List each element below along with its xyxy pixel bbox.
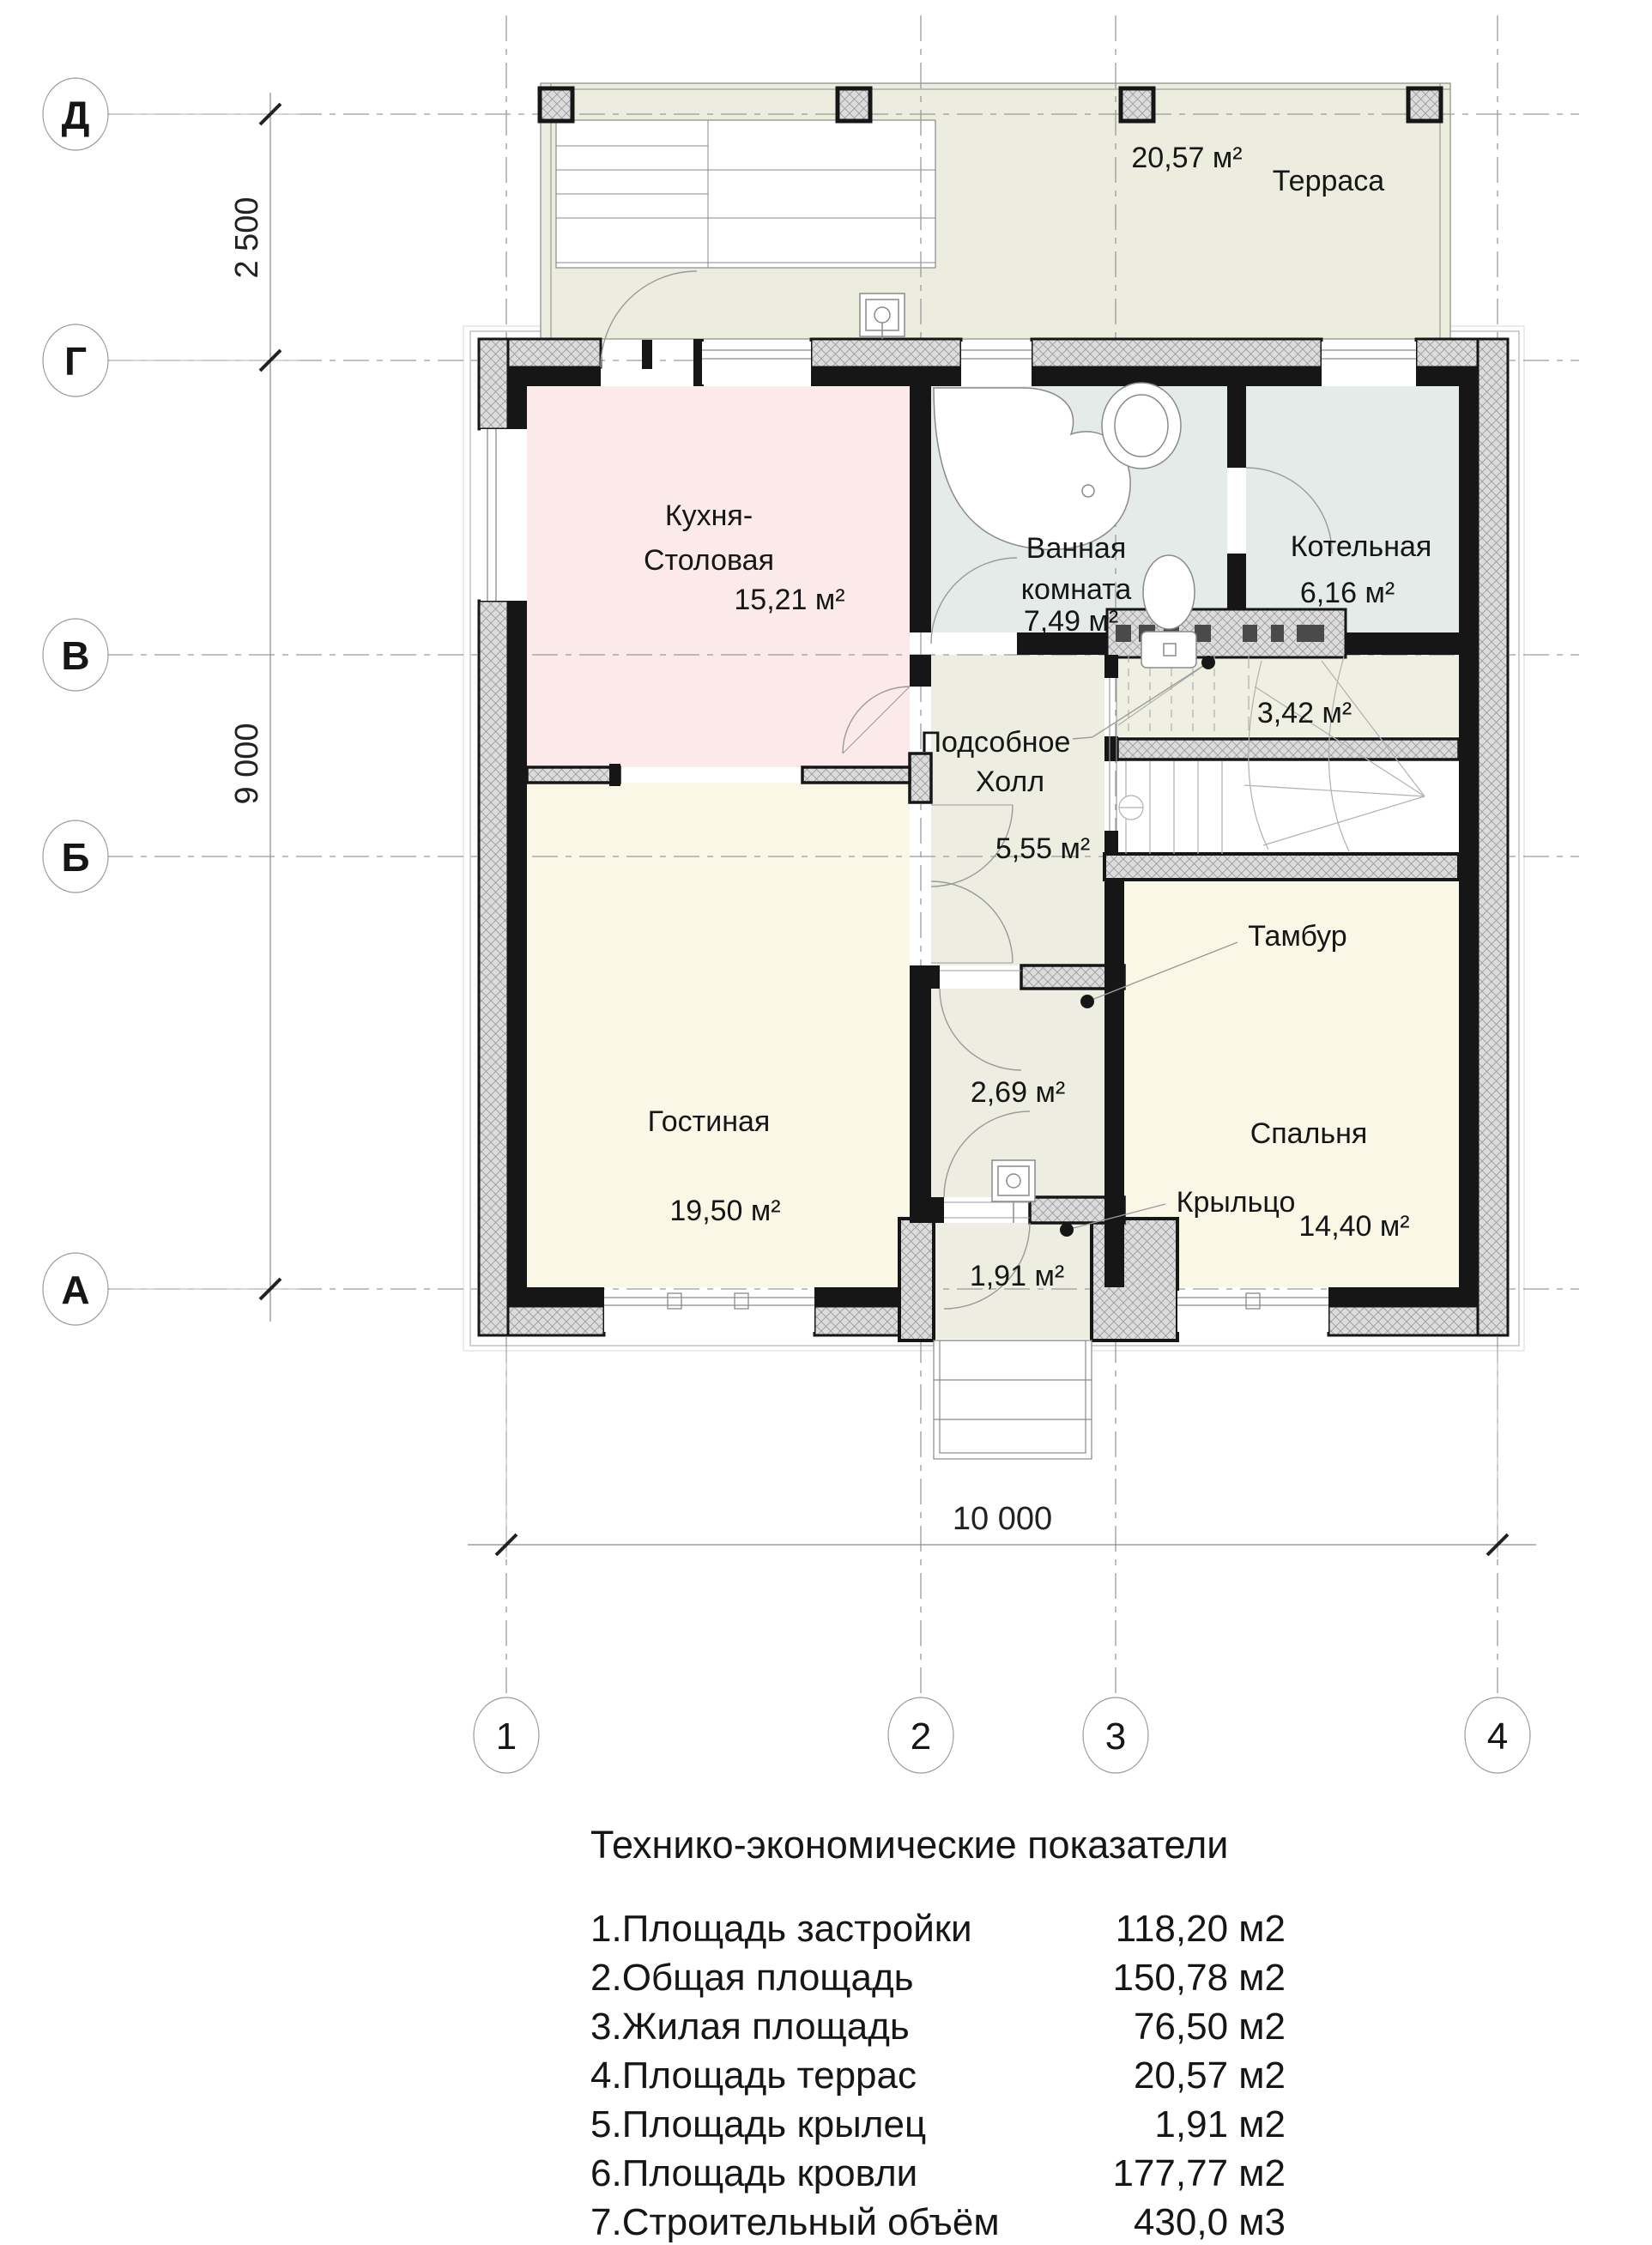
- column: [540, 88, 572, 121]
- table-row-value: 430,0 м3: [1133, 2201, 1286, 2243]
- axis-row-b: Б: [61, 835, 90, 880]
- column: [1121, 88, 1153, 121]
- label-kitchen-area: 15,21 м²: [734, 584, 845, 616]
- axis-col-4: 4: [1486, 1716, 1509, 1758]
- axis-row-a: А: [61, 1268, 90, 1312]
- porch-pier-left: [899, 1219, 934, 1340]
- label-porch-name: Крыльцо: [1176, 1186, 1296, 1219]
- label-living-area: 19,50 м²: [669, 1195, 781, 1227]
- table-row-label: 6.Площадь кровли: [590, 2152, 918, 2194]
- table-row-value: 76,50 м2: [1133, 2006, 1286, 2048]
- table-row-value: 20,57 м2: [1133, 2054, 1286, 2097]
- dim-10000: 10 000: [952, 1501, 1053, 1537]
- axis-row-d: Д: [61, 93, 90, 137]
- table-row-label: 5.Площадь крылец: [590, 2103, 927, 2145]
- dim-9000: 9 000: [229, 723, 265, 805]
- table-row-value: 118,20 м2: [1115, 1908, 1286, 1950]
- axis-row-g: Г: [64, 339, 88, 384]
- door-leaf-terrace: [642, 340, 652, 369]
- leader-dot-porch: [1060, 1223, 1074, 1237]
- table-row-value: 150,78 м2: [1112, 1957, 1286, 1999]
- label-stairs-area: 3,42 м²: [1256, 697, 1352, 729]
- label-hall-name: Холл: [975, 765, 1045, 798]
- table-title: Технико-экономические показатели: [590, 1823, 1229, 1867]
- label-hall-area: 5,55 м²: [995, 832, 1091, 865]
- column: [1408, 88, 1441, 121]
- tech-indicators-table: [590, 1823, 1286, 2243]
- window-kitchen-top: [702, 342, 811, 384]
- column: [838, 88, 870, 121]
- axis-col-1: 1: [495, 1716, 517, 1758]
- label-bedroom-name: Спальня: [1250, 1117, 1368, 1150]
- label-boiler-name: Котельная: [1290, 530, 1432, 563]
- terrace-steps: [556, 120, 935, 268]
- room-kitchen: [527, 386, 910, 767]
- terrace-wall-lamp: [860, 293, 905, 339]
- table-row-label: 4.Площадь террас: [590, 2054, 917, 2097]
- toilet: [1141, 555, 1196, 668]
- label-vestibule-name: Тамбур: [1248, 920, 1347, 953]
- label-bedroom-area: 14,40 м²: [1298, 1210, 1410, 1243]
- room-stairs-lower: [1117, 761, 1459, 854]
- table-row-value: 1,91 м2: [1154, 2103, 1286, 2145]
- label-terrace-area: 20,57 м²: [1131, 142, 1243, 174]
- label-kitchen-name1: Кухня-: [664, 499, 753, 532]
- window-bathroom-top: [961, 342, 1032, 384]
- window-boiler-top: [1322, 342, 1416, 384]
- label-living-name: Гостиная: [647, 1105, 771, 1138]
- label-kitchen-name2: Столовая: [643, 544, 775, 577]
- label-utility-name: Подсобное: [920, 726, 1071, 759]
- label-bathroom-area: 7,49 м²: [1023, 605, 1119, 638]
- table-row-label: 7.Строительный объём: [590, 2201, 1000, 2243]
- window-living-bottom: [604, 1291, 814, 1332]
- axis-col-2: 2: [910, 1716, 932, 1758]
- label-boiler-area: 6,16 м²: [1299, 577, 1395, 609]
- label-bathroom-name2: комната: [1020, 573, 1132, 606]
- room-hall: [931, 655, 1104, 965]
- dim-2500: 2 500: [229, 197, 265, 279]
- window-bedroom-bottom: [1177, 1291, 1328, 1332]
- label-porch-area: 1,91 м²: [969, 1260, 1065, 1292]
- porch-steps: [934, 1340, 1092, 1459]
- label-terrace-name: Терраса: [1272, 165, 1385, 197]
- axis-row-v: В: [61, 633, 90, 678]
- axis-col-3: 3: [1104, 1716, 1127, 1758]
- table-row-value: 177,77 м2: [1112, 2152, 1286, 2194]
- table-row-label: 3.Жилая площадь: [590, 2006, 910, 2048]
- table-row-label: 2.Общая площадь: [590, 1957, 914, 1999]
- label-bathroom-name1: Ванная: [1026, 532, 1127, 565]
- label-vestibule-area: 2,69 м²: [970, 1076, 1066, 1109]
- leader-dot-vestibule: [1080, 995, 1094, 1008]
- terrace: [541, 83, 1450, 339]
- leader-dot-utility: [1201, 656, 1215, 669]
- window-kitchen-left: [481, 429, 525, 601]
- sink: [1102, 383, 1181, 469]
- table-row-label: 1.Площадь застройки: [590, 1908, 972, 1950]
